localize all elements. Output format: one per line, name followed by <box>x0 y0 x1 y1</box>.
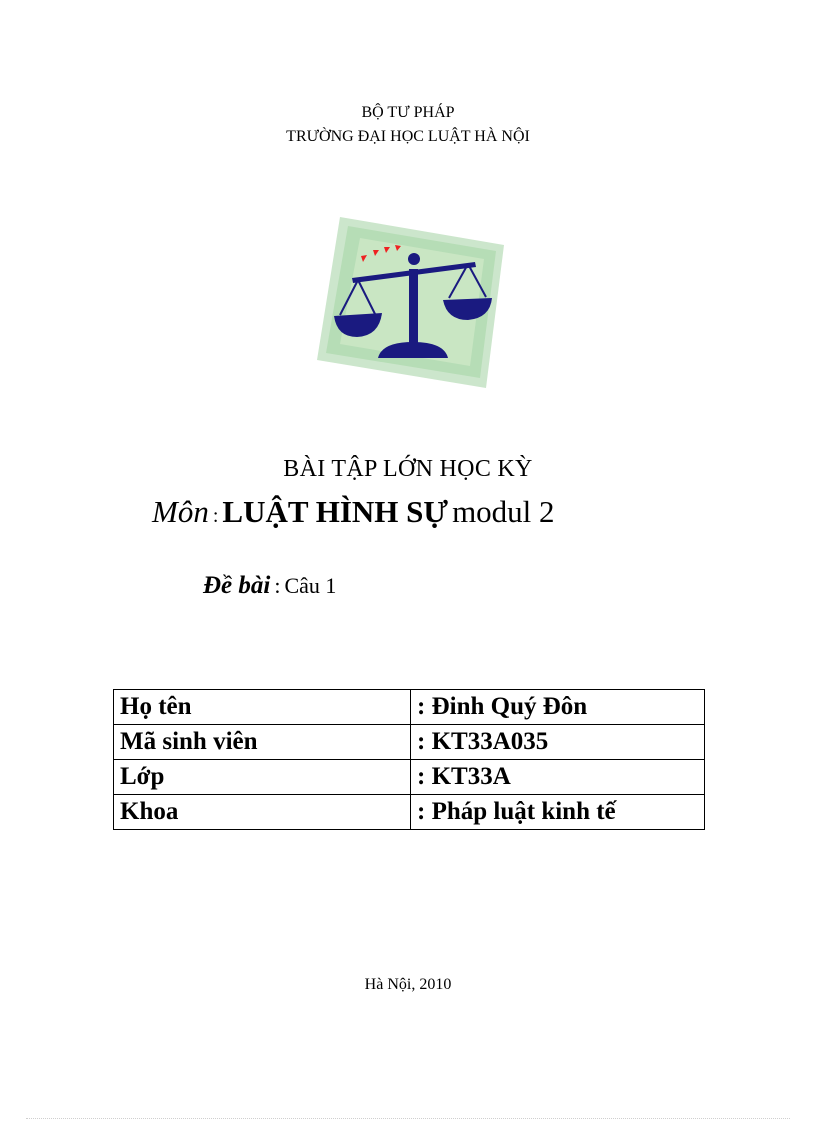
report-title: BÀI TẬP LỚN HỌC KỲ <box>283 456 533 482</box>
university-name: TRƯỜNG ĐẠI HỌC LUẬT HÀ NỘI <box>286 128 530 145</box>
table-row <box>114 690 705 725</box>
info-value-class: : KT33A <box>411 760 705 795</box>
subject-modul: modul 2 <box>452 494 555 529</box>
place-date: Hà Nội, 2010 <box>364 976 452 993</box>
table-row <box>114 760 705 795</box>
footer-divider <box>26 1118 790 1119</box>
topic-colon: : <box>274 573 281 598</box>
subject-label: Môn <box>152 494 209 529</box>
student-info-table <box>113 689 705 830</box>
info-label-class: Lớp <box>114 760 411 795</box>
topic-label: Đề bài <box>203 572 271 599</box>
info-label-faculty: Khoa <box>114 795 411 830</box>
topic-line <box>203 572 336 600</box>
ministry-name: BỘ TƯ PHÁP <box>361 104 455 121</box>
info-label-student-id: Mã sinh viên <box>114 725 411 760</box>
table-row <box>114 725 705 760</box>
info-value-student-id: : KT33A035 <box>411 725 705 760</box>
subject-line <box>152 494 555 530</box>
subject-colon: : <box>212 505 219 527</box>
topic-value: Câu 1 <box>284 573 337 598</box>
subject-name: LUẬT HÌNH SỰ <box>222 494 449 529</box>
info-value-faculty: : Pháp luật kinh tế <box>411 795 705 830</box>
table-row <box>114 795 705 830</box>
info-value-name: : Đinh Quý Đôn <box>411 690 705 725</box>
info-label-name: Họ tên <box>114 690 411 725</box>
scales-of-justice-icon <box>312 212 512 390</box>
